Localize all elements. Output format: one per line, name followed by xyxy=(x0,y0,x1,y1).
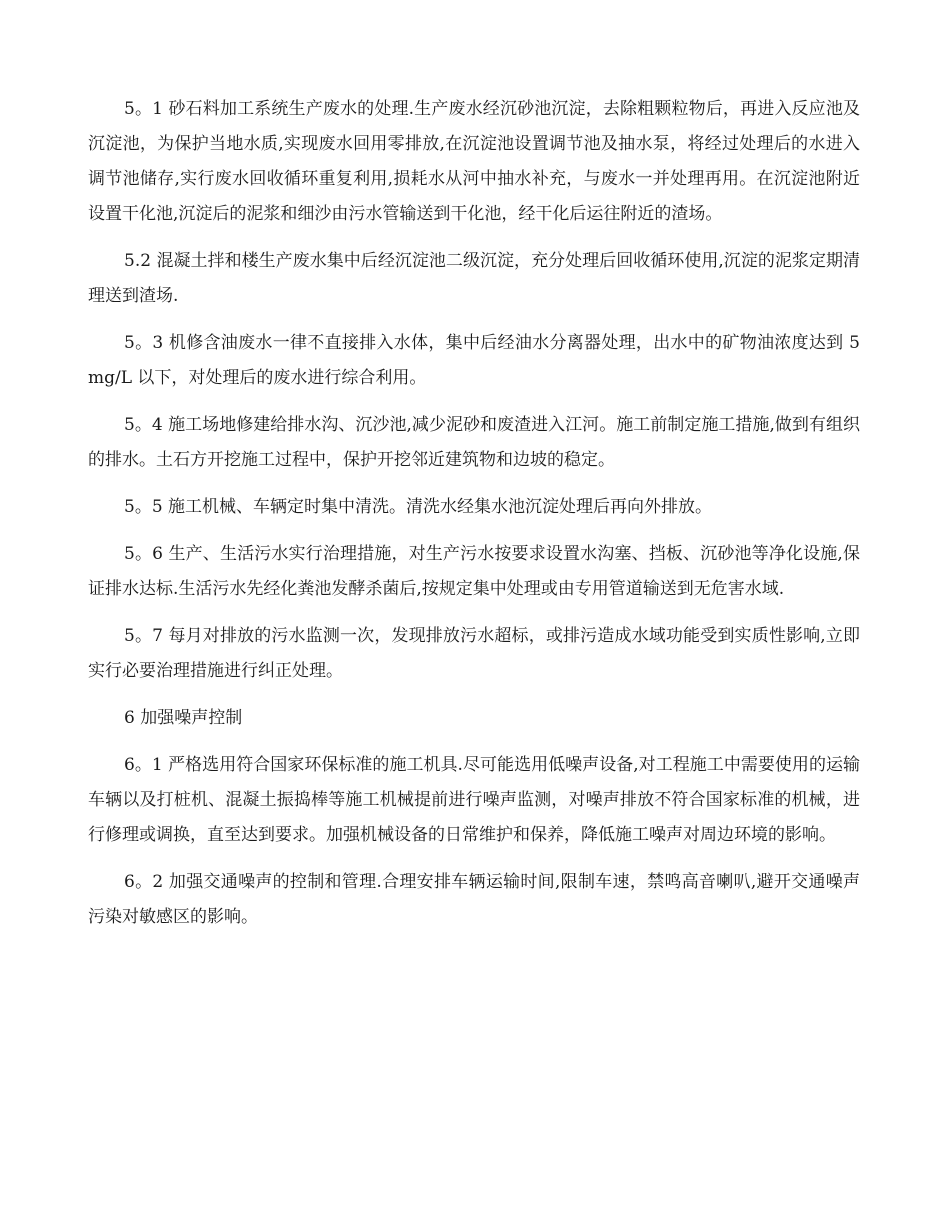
paragraph-5-7: 5。7 每月对排放的污水监测一次，发现排放污水超标，或排污造成水域功能受到实质性影响,立即实行必要治理措施进行纠正处理。 xyxy=(88,626,860,681)
document-body xyxy=(88,92,860,947)
paragraph-5-5: 5。5 施工机械、车辆定时集中清洗。清洗水经集水池沉淀处理后再向外排放。 xyxy=(124,497,713,517)
paragraph-5-3: 5。3 机修含油废水一律不直接排入水体，集中后经油水分离器处理，出水中的矿物油浓度达到 5mg/L 以下，对处理后的废水进行综合利用。 xyxy=(88,333,860,388)
paragraph-5-1: 5。1 砂石料加工系统生产废水的处理.生产废水经沉砂池沉淀，去除粗颗粒物后，再进入反应池及沉淀池，为保护当地水质,实现废水回用零排放,在沉淀池设置调节池及抽水泵，将经过处理后的水进入调节池储存,实行废水回收循环重复利用,损耗水从河中抽水补充，与废水一并处理再用。在沉淀池附近设置干化池,沉淀后的泥浆和细沙由污水管输送到干化池，经干化后运往附近的渣场。 xyxy=(88,99,860,224)
paragraph-6-2: 6。2 加强交通噪声的控制和管理.合理安排车辆运输时间,限制车速，禁鸣高音喇叭,避开交通噪声污染对敏感区的影响。 xyxy=(88,872,860,927)
section-heading-6: 6 加强噪声控制 xyxy=(124,708,243,728)
paragraph-5-2: 5.2 混凝土拌和楼生产废水集中后经沉淀池二级沉淀，充分处理后回收循环使用,沉淀的泥浆定期清理送到渣场. xyxy=(88,251,860,306)
paragraph-5-6: 5。6 生产、生活污水实行治理措施，对生产污水按要求设置水沟塞、挡板、沉砂池等净化设施,保证排水达标.生活污水先经化粪池发酵杀菌后,按规定集中处理或由专用管道输送到无危害水域. xyxy=(88,544,860,599)
paragraph-6-1: 6。1 严格选用符合国家环保标准的施工机具.尽可能选用低噪声设备,对工程施工中需要使用的运输车辆以及打桩机、混凝土振捣棒等施工机械提前进行噪声监测，对噪声排放不符合国家标准的机械，进行修理或调换，直至达到要求。加强机械设备的日常维护和保养，降低施工噪声对周边环境的影响。 xyxy=(88,755,860,845)
paragraph-5-4: 5。4 施工场地修建给排水沟、沉沙池,减少泥砂和废渣进入江河。施工前制定施工措施,做到有组织的排水。土石方开挖施工过程中，保护开挖邻近建筑物和边坡的稳定。 xyxy=(88,415,860,470)
